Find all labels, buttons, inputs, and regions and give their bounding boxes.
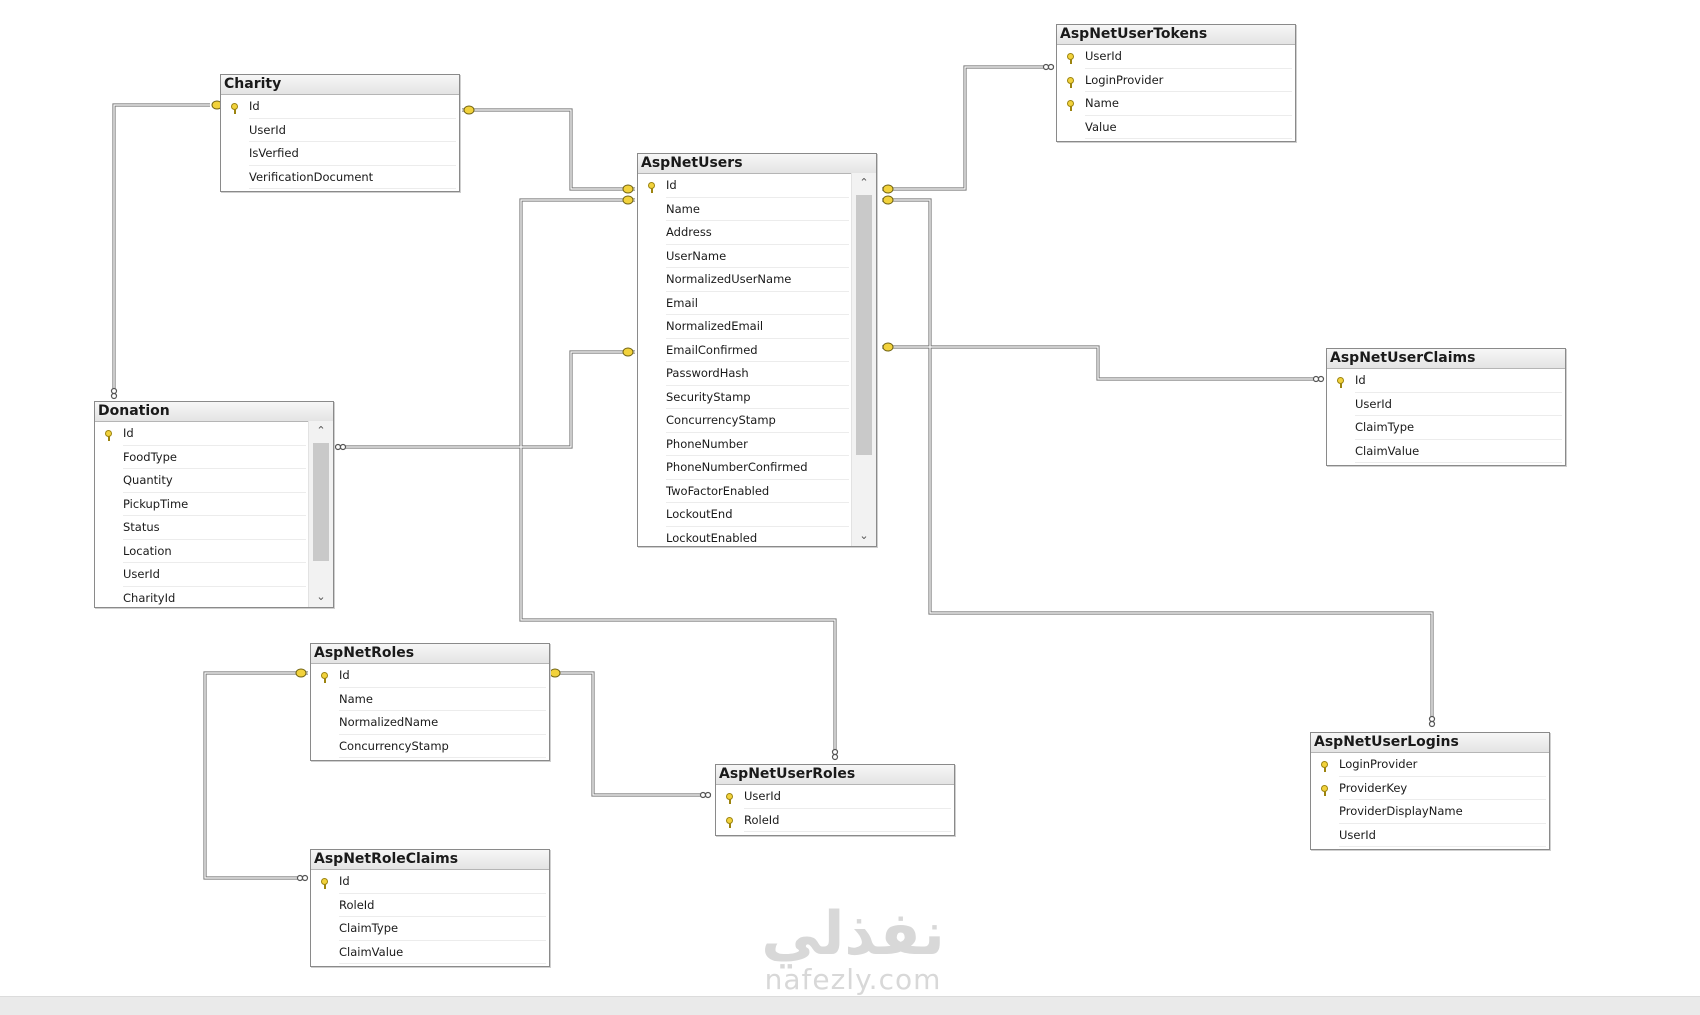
primary-key-icon [1337, 377, 1344, 384]
column-row[interactable] [638, 527, 852, 547]
link-userroles-roles [548, 673, 711, 795]
column-row[interactable] [1311, 800, 1549, 824]
fk-endpoint-icon [1314, 377, 1319, 382]
column-name: Location [123, 543, 172, 558]
link-roleclaims-roles [205, 673, 308, 878]
column-name: Id [123, 426, 134, 440]
table-aspnetuserlogins[interactable] [1310, 732, 1550, 850]
column-name: FoodType [123, 449, 177, 464]
pk-endpoint-icon [883, 343, 893, 351]
column-row[interactable] [638, 456, 852, 480]
pk-endpoint-icon [883, 185, 893, 193]
fk-endpoint-icon [112, 389, 117, 394]
primary-key-icon [321, 878, 328, 885]
column-name: ClaimType [1355, 420, 1415, 434]
column-list [95, 422, 309, 607]
column-row[interactable] [95, 469, 309, 493]
fk-endpoint-icon [112, 394, 117, 399]
table-aspnetroleclaims[interactable] [310, 849, 550, 967]
watermark-arabic: نفذلي [761, 899, 945, 969]
column-row[interactable] [95, 587, 309, 608]
column-row[interactable] [716, 785, 954, 809]
column-row[interactable] [311, 941, 549, 965]
table-aspnetusertokens[interactable] [1056, 24, 1296, 142]
primary-key-icon [648, 182, 655, 189]
column-name: CharityId [123, 590, 176, 605]
column-row[interactable] [95, 446, 309, 470]
link-donation-users [336, 352, 635, 447]
column-name: ConcurrencyStamp [666, 413, 776, 427]
scroll-down-icon[interactable]: ⌄ [316, 590, 326, 603]
column-row[interactable] [1327, 393, 1565, 417]
column-name: PhoneNumberConfirmed [666, 460, 808, 474]
column-name: LockoutEnd [666, 507, 733, 521]
column-name: ProviderKey [1339, 780, 1408, 795]
column-name: Value [1085, 119, 1117, 134]
primary-key-icon [1067, 100, 1074, 107]
column-row[interactable] [311, 894, 549, 918]
column-row[interactable] [95, 563, 309, 587]
table-aspnetusers[interactable] [637, 153, 877, 547]
table-charity[interactable] [220, 74, 460, 192]
scroll-up-icon[interactable]: ⌃ [316, 424, 326, 437]
fk-endpoint-icon [1319, 377, 1324, 382]
column-list [1327, 369, 1565, 465]
primary-key-icon [105, 430, 112, 437]
fk-endpoint-icon [298, 876, 303, 881]
column-name: Name [339, 691, 373, 706]
column-row[interactable] [1311, 777, 1549, 801]
table-donation[interactable] [94, 401, 334, 608]
column-row[interactable] [1057, 116, 1295, 140]
pk-endpoint-icon [623, 348, 633, 356]
column-row[interactable] [311, 870, 549, 894]
column-name: RoleId [339, 897, 375, 912]
column-name: NormalizedName [339, 715, 439, 729]
column-name: UserId [1355, 396, 1392, 411]
column-row[interactable] [1057, 45, 1295, 69]
column-row[interactable] [95, 516, 309, 540]
column-name: PhoneNumber [666, 436, 748, 451]
column-row[interactable] [638, 174, 852, 198]
column-row[interactable] [221, 142, 459, 166]
pk-endpoint-icon [883, 196, 893, 204]
column-name: TwoFactorEnabled [666, 483, 770, 498]
column-row[interactable] [638, 503, 852, 527]
fk-endpoint-icon [706, 793, 711, 798]
column-row[interactable] [638, 362, 852, 386]
column-row[interactable] [95, 422, 309, 446]
pk-endpoint-icon [623, 185, 633, 193]
column-name: Name [1085, 96, 1119, 110]
table-aspnetroles[interactable] [310, 643, 550, 761]
horizontal-scrollbar[interactable] [0, 996, 1700, 1015]
column-name: UserId [1339, 827, 1376, 842]
column-row[interactable] [1327, 416, 1565, 440]
column-row[interactable] [311, 735, 549, 759]
column-row[interactable] [1057, 92, 1295, 116]
column-list [311, 664, 549, 760]
column-row[interactable] [95, 493, 309, 517]
column-list [638, 174, 852, 546]
column-row[interactable] [638, 198, 852, 222]
table-aspnetuserclaims[interactable] [1326, 348, 1566, 466]
column-row[interactable] [638, 480, 852, 504]
watermark [748, 899, 958, 996]
column-name: ProviderDisplayName [1339, 804, 1463, 818]
column-name: Id [666, 178, 677, 192]
column-name: Id [339, 874, 350, 888]
column-row[interactable] [638, 433, 852, 457]
column-row[interactable] [311, 711, 549, 735]
table-title[interactable]: AspNetUserLogins [1311, 733, 1549, 753]
column-row[interactable] [638, 339, 852, 363]
watermark-latin: nafezly.com [764, 963, 942, 996]
column-row[interactable] [311, 917, 549, 941]
fk-endpoint-icon [303, 876, 308, 881]
fk-endpoint-icon [833, 750, 838, 755]
column-row[interactable] [221, 119, 459, 143]
table-title[interactable]: Charity [221, 75, 459, 95]
fk-endpoint-icon [833, 755, 838, 760]
column-list [221, 95, 459, 191]
fk-endpoint-icon [341, 445, 346, 450]
link-charity-users [462, 110, 635, 189]
table-title[interactable]: AspNetUserRoles [716, 765, 954, 785]
column-name: UserId [123, 567, 160, 581]
column-row[interactable] [311, 664, 549, 688]
column-row[interactable] [1057, 69, 1295, 93]
column-row[interactable] [638, 386, 852, 410]
column-row[interactable] [1311, 824, 1549, 848]
column-name: LoginProvider [1339, 757, 1418, 771]
primary-key-icon [231, 103, 238, 110]
column-name: ConcurrencyStamp [339, 738, 449, 753]
primary-key-icon [1067, 77, 1074, 84]
column-name: Address [666, 225, 712, 239]
column-row[interactable] [221, 95, 459, 119]
fk-endpoint-icon [1049, 65, 1054, 70]
primary-key-icon [321, 672, 328, 679]
column-name: Id [339, 668, 350, 682]
table-title[interactable]: AspNetUsers [638, 154, 876, 174]
column-row[interactable] [638, 292, 852, 316]
column-name: PasswordHash [666, 366, 749, 380]
column-row[interactable] [221, 166, 459, 190]
pk-endpoint-icon [550, 669, 560, 677]
fk-endpoint-icon [1430, 717, 1435, 722]
column-name: Id [1355, 373, 1366, 387]
column-list [1057, 45, 1295, 141]
scrollbar-thumb[interactable] [313, 443, 329, 561]
fk-endpoint-icon [336, 445, 341, 450]
column-list [311, 870, 549, 966]
column-name: UserName [666, 248, 727, 263]
primary-key-icon [726, 817, 733, 824]
fk-endpoint-icon [701, 793, 706, 798]
column-name: UserId [744, 789, 781, 803]
column-row[interactable] [95, 540, 309, 564]
column-name: Email [666, 295, 698, 310]
scrollbar-thumb[interactable] [856, 195, 872, 455]
primary-key-icon [1321, 785, 1328, 792]
scroll-up-icon[interactable]: ⌃ [859, 176, 869, 189]
column-row[interactable] [638, 268, 852, 292]
column-row[interactable] [1327, 369, 1565, 393]
fk-endpoint-icon [1044, 65, 1049, 70]
column-row[interactable] [1311, 753, 1549, 777]
column-name: Status [123, 520, 160, 534]
column-name: RoleId [744, 812, 780, 827]
link-claims-users [882, 347, 1320, 379]
column-name: IsVerfied [249, 146, 299, 160]
column-row[interactable] [311, 688, 549, 712]
primary-key-icon [1321, 761, 1328, 768]
primary-key-icon [726, 793, 733, 800]
column-name: LockoutEnabled [666, 530, 758, 545]
column-name: NormalizedUserName [666, 272, 792, 286]
column-name: UserId [1085, 49, 1122, 63]
column-name: VerificationDocument [249, 169, 374, 184]
primary-key-icon [1067, 53, 1074, 60]
column-name: LoginProvider [1085, 72, 1164, 87]
table-aspnetuserroles[interactable] [715, 764, 955, 836]
column-list [716, 785, 954, 835]
table-title[interactable]: AspNetRoles [311, 644, 549, 664]
vertical-scrollbar[interactable] [851, 173, 876, 546]
pk-endpoint-icon [464, 106, 474, 114]
column-name: PickupTime [123, 496, 189, 511]
column-name: UserId [249, 122, 286, 137]
column-name: ClaimType [339, 921, 399, 935]
column-row[interactable] [638, 409, 852, 433]
column-name: EmailConfirmed [666, 342, 758, 357]
column-row[interactable] [638, 245, 852, 269]
column-name: NormalizedEmail [666, 319, 764, 333]
table-title[interactable]: AspNetUserTokens [1057, 25, 1295, 45]
column-name: SecurityStamp [666, 389, 751, 404]
table-title[interactable]: AspNetUserClaims [1327, 349, 1565, 369]
fk-endpoint-icon [1430, 722, 1435, 727]
column-name: Name [666, 201, 700, 216]
column-row[interactable] [716, 809, 954, 833]
column-name: ClaimValue [1355, 443, 1420, 458]
table-title[interactable]: AspNetRoleClaims [311, 850, 549, 870]
column-name: Quantity [123, 473, 173, 487]
vertical-scrollbar[interactable] [308, 421, 333, 607]
pk-endpoint-icon [296, 669, 306, 677]
column-name: ClaimValue [339, 944, 404, 959]
column-row[interactable] [638, 315, 852, 339]
column-row[interactable] [638, 221, 852, 245]
column-name: Id [249, 99, 260, 113]
link-donation-charity [114, 105, 210, 395]
column-row[interactable] [1327, 440, 1565, 464]
column-list [1311, 753, 1549, 849]
scroll-down-icon[interactable]: ⌄ [859, 529, 869, 542]
table-title[interactable]: Donation [95, 402, 333, 422]
pk-endpoint-icon [623, 196, 633, 204]
link-tokens-users [882, 67, 1054, 189]
